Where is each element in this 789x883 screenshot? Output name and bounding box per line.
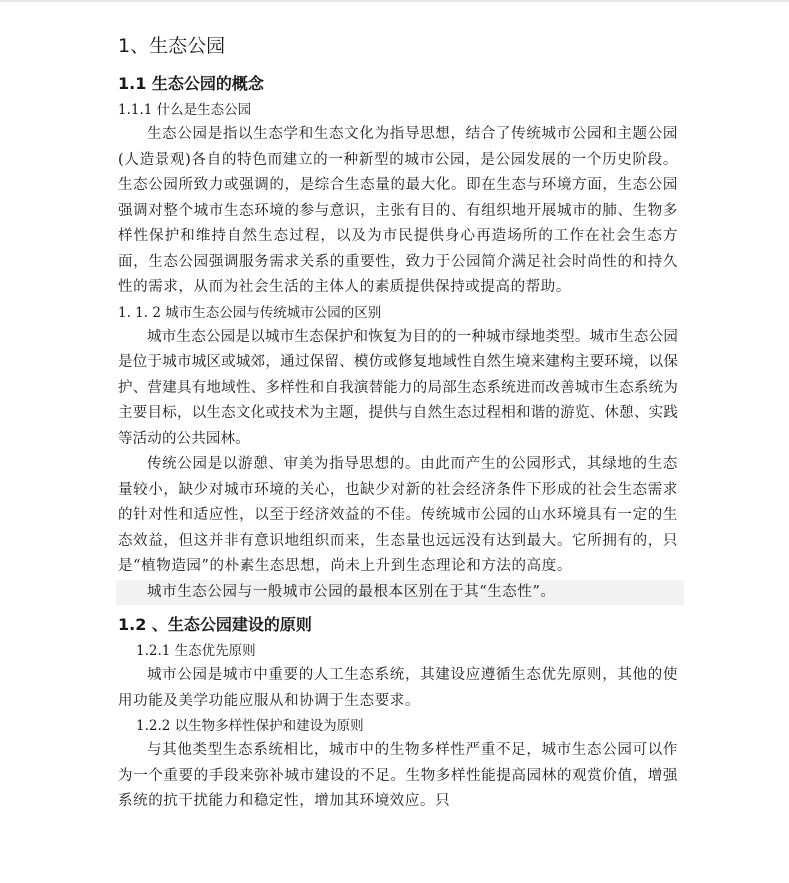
top-divider <box>0 0 789 2</box>
subsection-1-1-1-title: 1.1.1 什么是生态公园 <box>118 102 252 118</box>
subsection-1-1-2-title: 1. 1. 2 城市生态公园与传统城市公园的区别 <box>118 304 382 321</box>
paragraph-1-2-1: 城市公园是城市中重要的人工生态系统，其建设应遵循生态优先原则，其他的使用功能及美学功能应服从和协调于生态要求。 <box>118 667 678 709</box>
paragraph-1-1-2-a: 城市生态公园是以城市生态保护和恢复为目的的一种城市绿地类型。城市生态公园是位于城市城区或城郊，通过保留、模仿或修复地域性自然生境来建构主要环境，以保护、营建具有地域性、多样性和自我演替能力的局部生态系统进而改善城市生态系统为主要目标，以生态文化或技术为主题，提供与自然生态过程相和谐的游览、休憩、实践等活动的公共园林。 <box>118 328 678 447</box>
heading-1: 1、生态公园 <box>118 35 226 57</box>
subsection-1-2-2-title: 1.2.2 以生物多样性保护和建设为原则 <box>136 718 364 734</box>
paragraph-1-2-2: 与其他类型生态系统相比，城市中的生物多样性严重不足，城市生态公园可以作为一个重要的手段来弥补城市建设的不足。生物多样性能提高园林的观赏价值，增强系统的抗干扰能力和稳定性，增加其环境效应。只 <box>118 742 678 809</box>
paragraph-1-1-2-c: 城市生态公园与一般城市公园的最根本区别在于其“生态性”。 <box>116 580 684 606</box>
section-1-2-title: 1.2 、生态公园建设的原则 <box>118 615 312 634</box>
subsection-1-2-1-title: 1.2.1 生态优先原则 <box>136 643 256 659</box>
paragraph-1-1-2-b: 传统公园是以游憩、审美为指导思想的。由此而产生的公园形式，其绿地的生态量较小，缺少对城市环境的关心，也缺少对新的社会经济条件下形成的社会生态需求的针对性和适应性，以至于经济效益的不佳。传统城市公园的山水环境具有一定的生态效益，但这并非有意识地组织而来，生态量也远远没有达到最大。它所拥有的，只是“植物造园”的朴素生态思想，尚未上升到生态理论和方法的高度。 <box>118 456 678 574</box>
section-1-1-title: 1.1 生态公园的概念 <box>118 74 264 93</box>
document-page <box>118 30 678 815</box>
paragraph-1-1-1: 生态公园是指以生态学和生态文化为指导思想，结合了传统城市公园和主题公园(人造景观)各自的特色而建立的一种新型的城市公园，是公园发展的一个历史阶段。生态公园所致力或强调的，是综合生态量的最大化。即在生态与环境方面，生态公园强调对整个城市生态环境的参与意识，主张有目的、有组织地开展城市的肺、生物多样性保护和维持自然生态过程，以及为市民提供身心再造场所的工作在社会生态方面，生态公园强调服务需求关系的重要性，致力于公园简介满足社会时尚性的和持久性的需求，从而为社会生活的主体人的素质提供保持或提高的帮助。 <box>118 126 678 295</box>
